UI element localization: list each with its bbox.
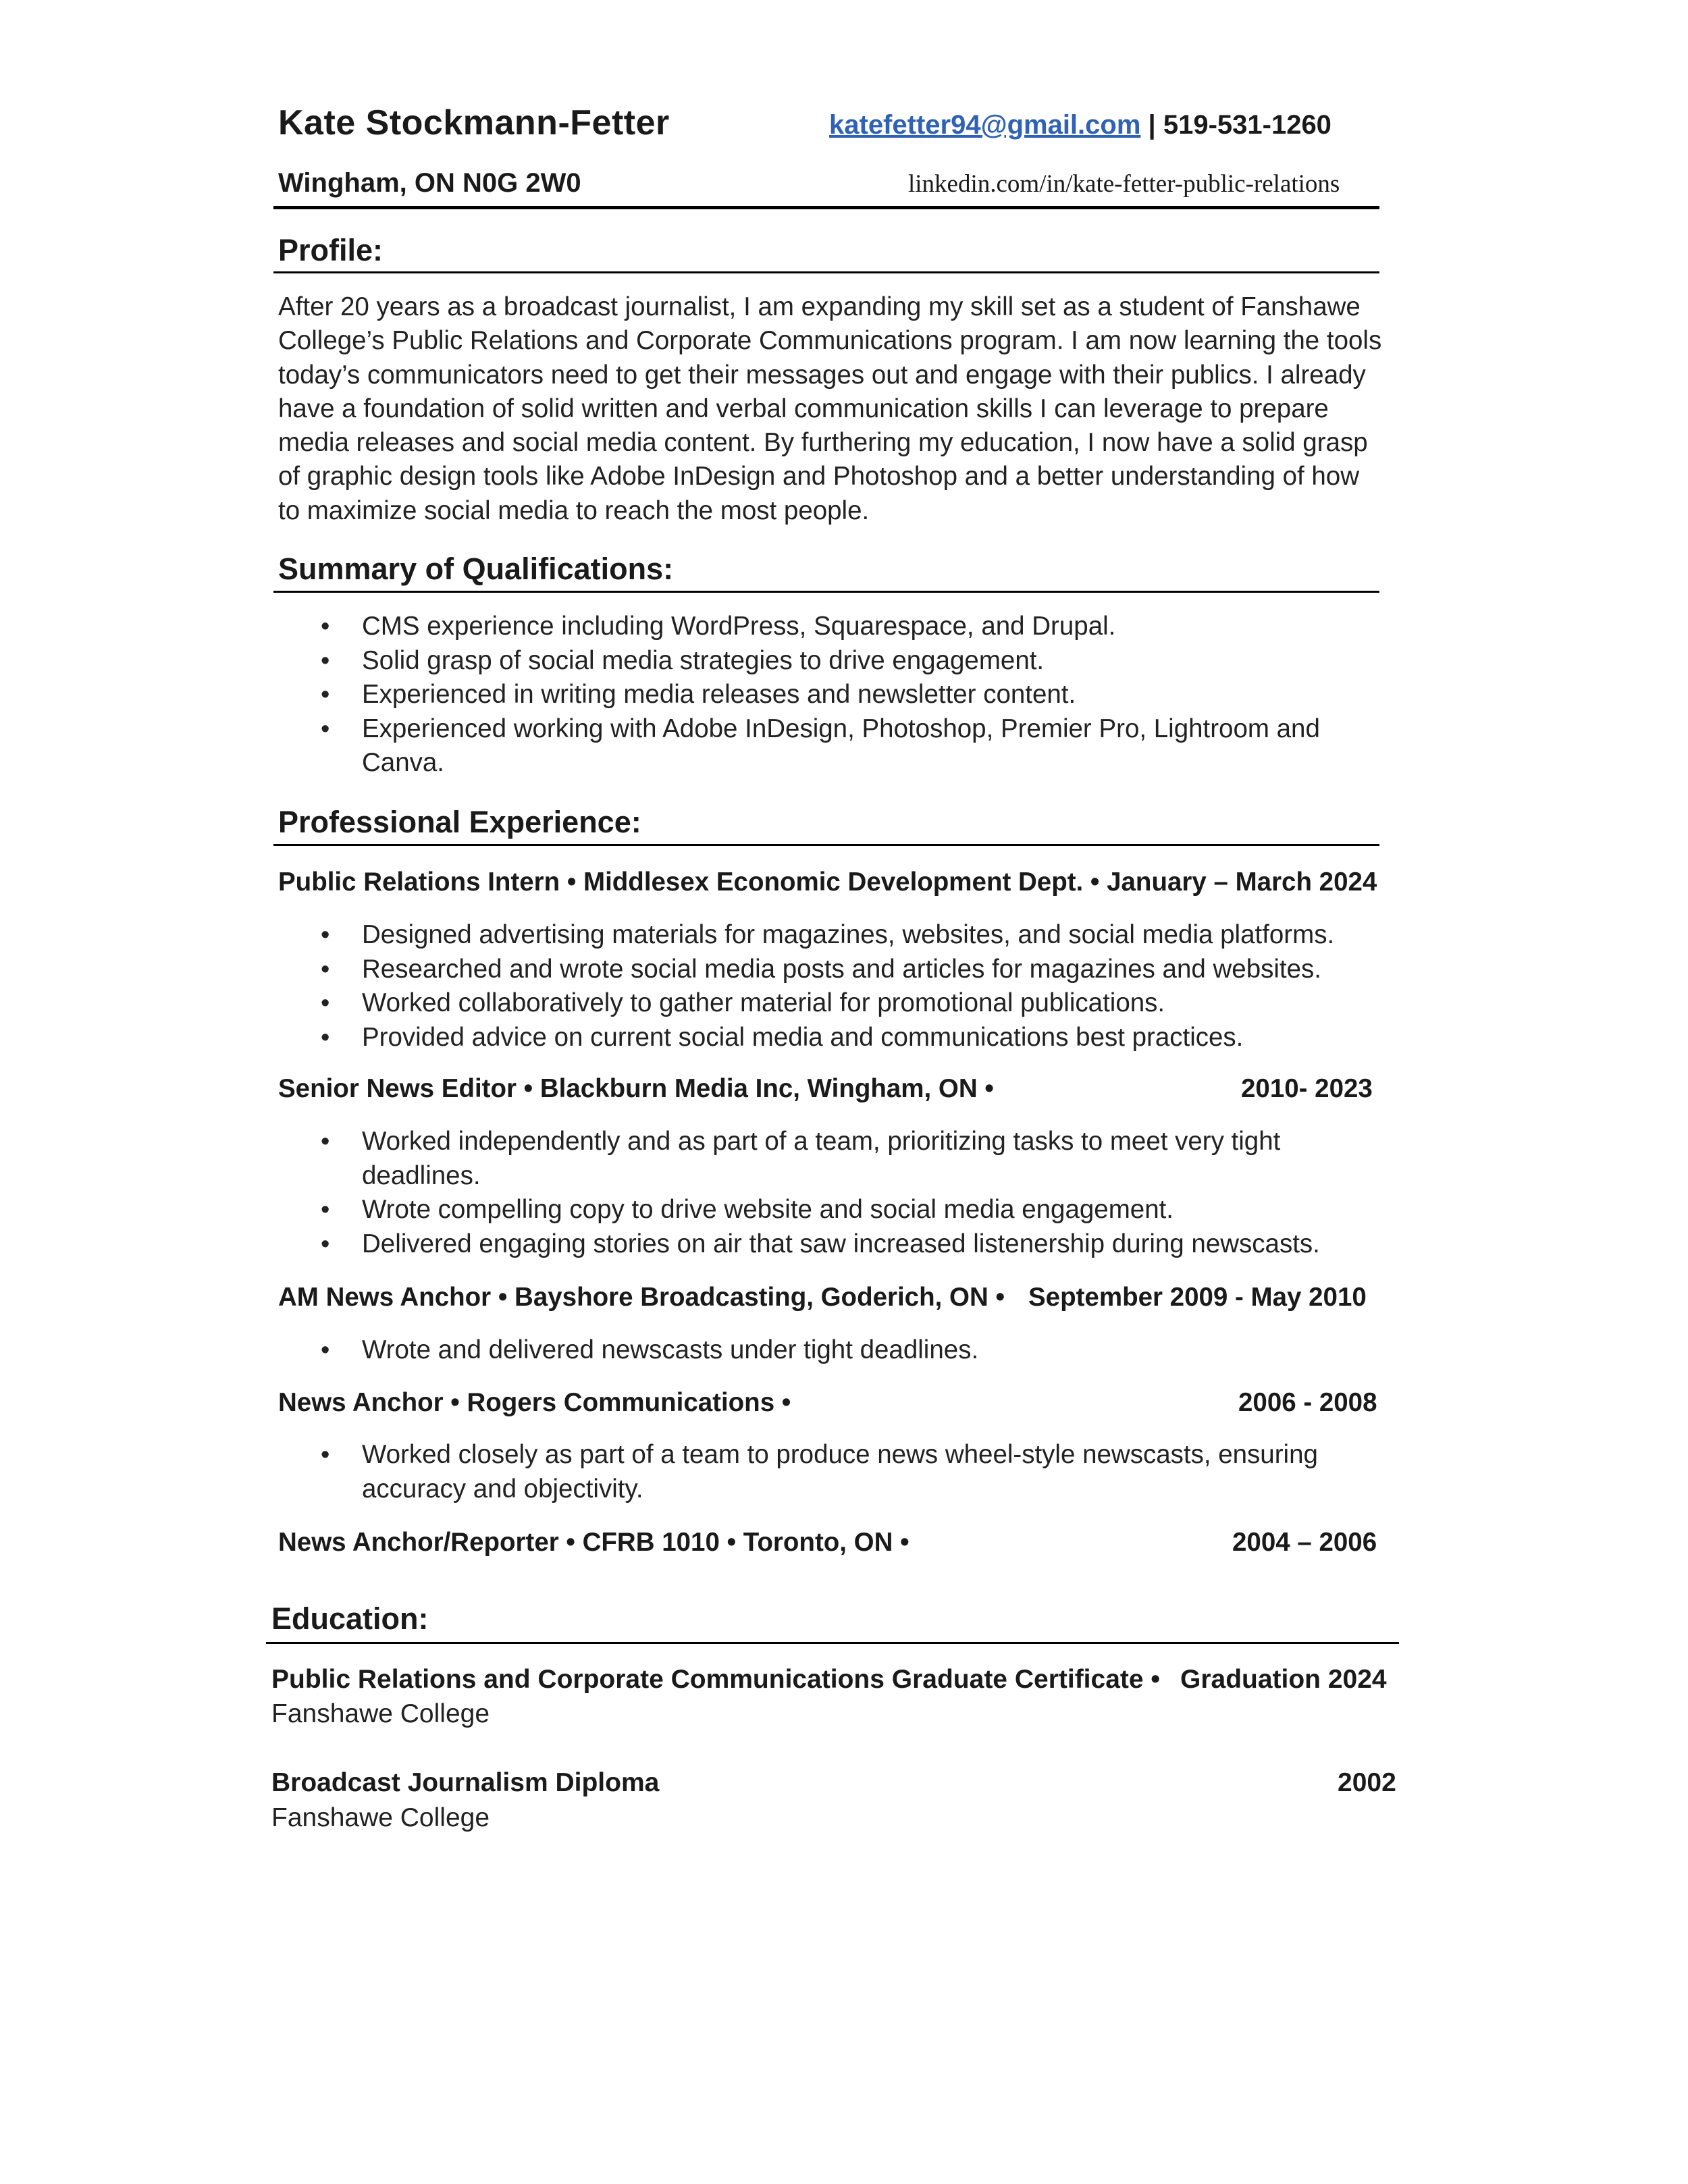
job-dates: 2006 - 2008	[1238, 1388, 1377, 1417]
qualifications-heading: Summary of Qualifications:	[278, 552, 674, 586]
job-bullets	[0, 1333, 1388, 1368]
job-bullets	[0, 1438, 1361, 1506]
experience-divider	[273, 844, 1379, 846]
linkedin-url: linkedin.com/in/kate-fetter-public-relations	[908, 170, 1340, 198]
list-item: • CMS experience including WordPress, Squarespace, and Drupal.	[321, 612, 1116, 641]
job-dates: September 2009 - May 2010	[1028, 1283, 1367, 1312]
list-item: • Designed advertising materials for magazines, websites, and social media platforms.	[321, 920, 1335, 949]
education-date: 2002	[1338, 1768, 1396, 1797]
profile-line: After 20 years as a broadcast journalist, I am expanding my skill set as a student of Fanshawe	[278, 292, 1361, 321]
list-item: • Solid grasp of social media strategies to drive engagement.	[321, 645, 1045, 675]
education-program: Public Relations and Corporate Communications Graduate Certificate •	[271, 1665, 1161, 1694]
list-item: • Provided advice on current social media and communications best practices.	[321, 1022, 1244, 1052]
job-heading: AM News Anchor • Bayshore Broadcasting, Goderich, ON •	[278, 1283, 1005, 1312]
profile-line: to maximize social media to reach the most people.	[278, 496, 870, 525]
job-dates: 2004 – 2006	[1232, 1528, 1377, 1557]
list-item: • Wrote and delivered newscasts under tight deadlines.	[321, 1335, 979, 1364]
contact-line	[829, 108, 1331, 142]
list-item: • Delivered engaging stories on air that saw increased listenership during newscasts.	[321, 1229, 1320, 1258]
job-heading: Senior News Editor • Blackburn Media Inc, Wingham, ON •	[278, 1074, 994, 1103]
list-item: • Experienced in writing media releases and newsletter content.	[321, 680, 1076, 709]
job-dates: 2010- 2023	[1241, 1074, 1373, 1103]
list-item: • Experienced working with Adobe InDesign, Photoshop, Premier Pro, Lightroom and Canva.	[321, 714, 1320, 777]
phone-number: 519-531-1260	[1163, 110, 1331, 140]
education-school: Fanshawe College	[271, 1803, 490, 1832]
header-divider	[273, 206, 1379, 209]
qualifications-list	[0, 610, 1388, 780]
job-heading: News Anchor/Reporter • CFRB 1010 • Toronto, ON •	[278, 1528, 909, 1557]
list-item: • Researched and wrote social media posts and articles for magazines and websites.	[321, 954, 1321, 984]
contact-separator: |	[1140, 110, 1163, 140]
job-bullets	[0, 1125, 1388, 1261]
job-heading: News Anchor • Rogers Communications •	[278, 1388, 791, 1417]
education-heading: Education:	[271, 1601, 429, 1636]
qualifications-divider	[273, 591, 1379, 593]
candidate-name: Kate Stockmann-Fetter	[278, 103, 670, 142]
education-school: Fanshawe College	[271, 1699, 490, 1728]
experience-heading: Professional Experience:	[278, 805, 641, 839]
list-item: • Worked closely as part of a team to produce news wheel-style newscasts, ensuring accuracy and objectivity.	[321, 1440, 1318, 1503]
education-program: Broadcast Journalism Diploma	[271, 1768, 660, 1797]
list-item: • Worked independently and as part of a team, prioritizing tasks to meet very tight deadlines.	[321, 1127, 1281, 1190]
email-link[interactable]: katefetter94@gmail.com	[829, 110, 1141, 140]
list-item: • Worked collaboratively to gather material for promotional publications.	[321, 988, 1165, 1017]
education-divider	[266, 1642, 1399, 1644]
list-item: • Wrote compelling copy to drive website and social media engagement.	[321, 1195, 1173, 1224]
profile-line: today’s communicators need to get their messages out and engage with their publics. I already	[278, 360, 1366, 390]
profile-line: of graphic design tools like Adobe InDesign and Photoshop and a better understanding of how	[278, 462, 1360, 491]
education-date: Graduation 2024	[1180, 1665, 1387, 1694]
job-bullets	[0, 918, 1388, 1055]
profile-line: have a foundation of solid written and verbal communication skills I can leverage to prepare	[278, 394, 1329, 423]
profile-line: College’s Public Relations and Corporate Communications program. I am now learning the tools	[278, 326, 1382, 356]
profile-line: media releases and social media content. By furthering my education, I now have a solid grasp	[278, 428, 1368, 458]
profile-text	[278, 290, 1386, 528]
profile-heading: Profile:	[278, 233, 384, 267]
job-heading: Public Relations Intern • Middlesex Economic Development Dept. • January – March 2024	[278, 868, 1377, 897]
profile-divider	[273, 271, 1379, 273]
address: Wingham, ON N0G 2W0	[278, 168, 581, 198]
